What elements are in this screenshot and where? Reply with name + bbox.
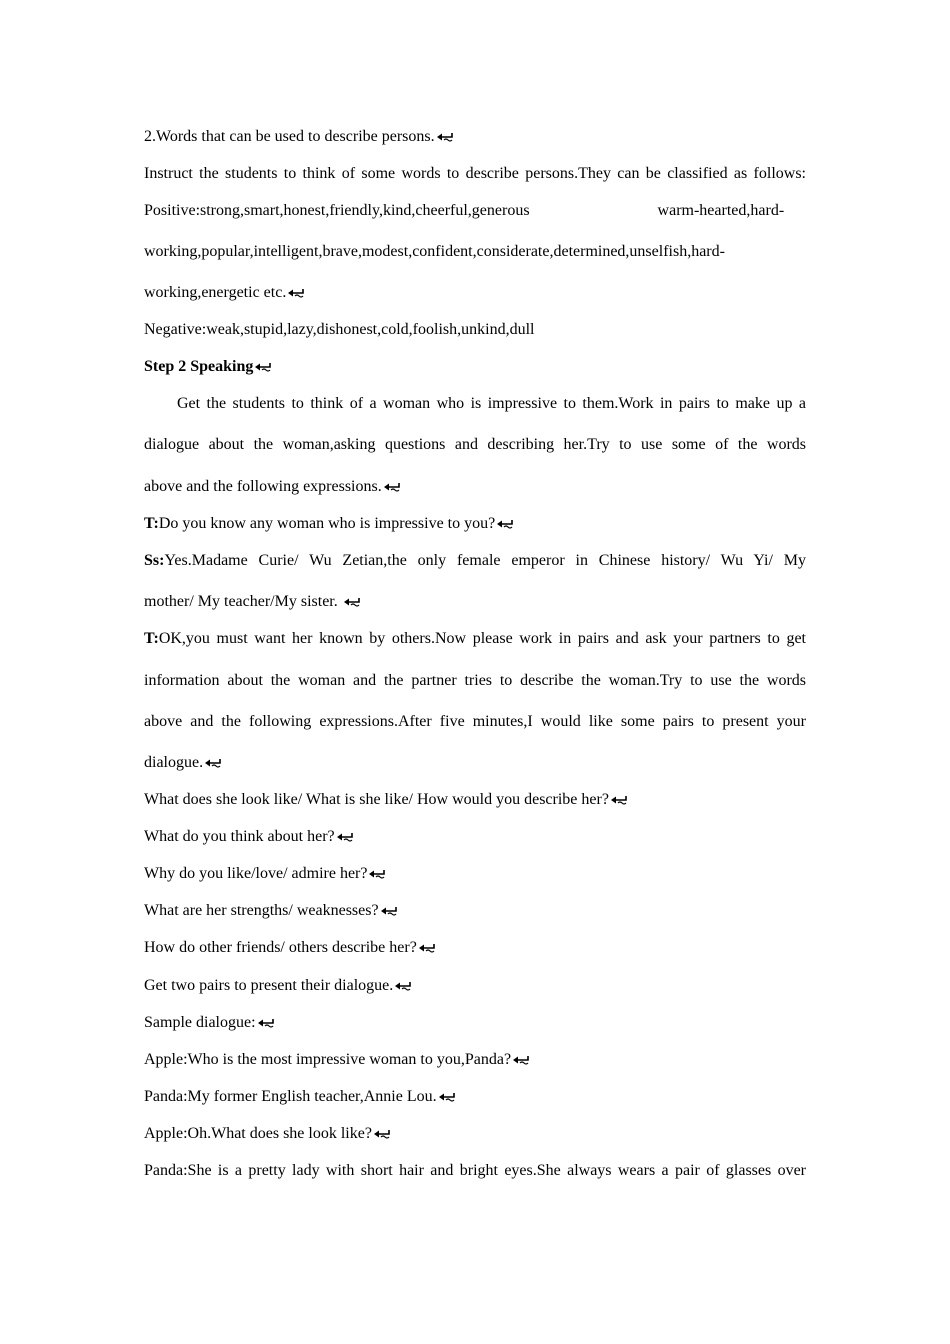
paragraph: What do you think about her?: [144, 827, 806, 847]
return-arrow-icon: [257, 1017, 275, 1028]
dialogue-line: Ss:Yes.Madame Curie/ Wu Zetian,the only female emperor in Chinese history/ Wu Yi/ My: [144, 552, 806, 569]
return-arrow-icon: [254, 361, 272, 372]
paragraph: dialogue.: [144, 753, 806, 773]
return-arrow-icon: [368, 868, 386, 879]
paragraph: above and the following expressions.After five minutes,I would like some pairs to present your: [144, 713, 806, 730]
paragraph: Why do you like/love/ admire her?: [144, 864, 806, 884]
return-arrow-icon: [496, 518, 514, 529]
paragraph: 2.Words that can be used to describe persons.: [144, 127, 806, 147]
section-heading: Step 2 Speaking: [144, 357, 806, 377]
paragraph: Get the students to think of a woman who is impressive to them.Work in pairs to make up a: [177, 395, 806, 412]
return-arrow-icon: [204, 757, 222, 768]
dialogue-line: T:Do you know any woman who is impressive to you?: [144, 514, 806, 534]
return-arrow-icon: [287, 287, 305, 298]
speaker-label: Ss:: [144, 552, 165, 569]
return-arrow-icon: [373, 1128, 391, 1139]
return-arrow-icon: [512, 1054, 530, 1065]
paragraph: mother/ My teacher/My sister.: [144, 592, 806, 612]
paragraph: Instruct the students to think of some words to describe persons.They can be classified as follows:: [144, 165, 806, 182]
return-arrow-icon: [383, 481, 401, 492]
paragraph: Panda:She is a pretty lady with short hair and bright eyes.She always wears a pair of glasses over: [144, 1162, 806, 1179]
return-arrow-icon: [380, 905, 398, 916]
return-arrow-icon: [343, 596, 361, 607]
paragraph: Sample dialogue:: [144, 1013, 806, 1033]
return-arrow-icon: [610, 794, 628, 805]
paragraph: Apple:Who is the most impressive woman to you,Panda?: [144, 1050, 806, 1070]
return-arrow-icon: [418, 942, 436, 953]
paragraph: information about the woman and the partner tries to describe the woman.Try to use the words: [144, 672, 806, 689]
return-arrow-icon: [438, 1091, 456, 1102]
paragraph: dialogue about the woman,asking questions and describing her.Try to use some of the words: [144, 436, 806, 453]
paragraph: Negative:weak,stupid,lazy,dishonest,cold,foolish,unkind,dull: [144, 321, 535, 338]
paragraph: Panda:My former English teacher,Annie Lou.: [144, 1087, 806, 1107]
return-arrow-icon: [394, 980, 412, 991]
speaker-label: T:: [144, 515, 159, 532]
paragraph: How do other friends/ others describe her?: [144, 938, 806, 958]
paragraph: Apple:Oh.What does she look like?: [144, 1124, 806, 1144]
paragraph: What does she look like/ What is she like/ How would you describe her?: [144, 790, 806, 810]
return-arrow-icon: [336, 831, 354, 842]
dialogue-line: T:OK,you must want her known by others.Now please work in pairs and ask your partners to get: [144, 630, 806, 647]
paragraph: Positive:strong,smart,honest,friendly,kind,cheerful,generous warm-hearted,hard-: [144, 202, 785, 219]
paragraph: above and the following expressions.: [144, 477, 806, 497]
paragraph: working,popular,intelligent,brave,modest,confident,considerate,determined,unselfish,hard-: [144, 243, 725, 260]
paragraph: working,energetic etc.: [144, 283, 806, 303]
paragraph: What are her strengths/ weaknesses?: [144, 901, 806, 921]
return-arrow-icon: [436, 131, 454, 142]
speaker-label: T:: [144, 630, 159, 647]
paragraph: Get two pairs to present their dialogue.: [144, 976, 806, 996]
